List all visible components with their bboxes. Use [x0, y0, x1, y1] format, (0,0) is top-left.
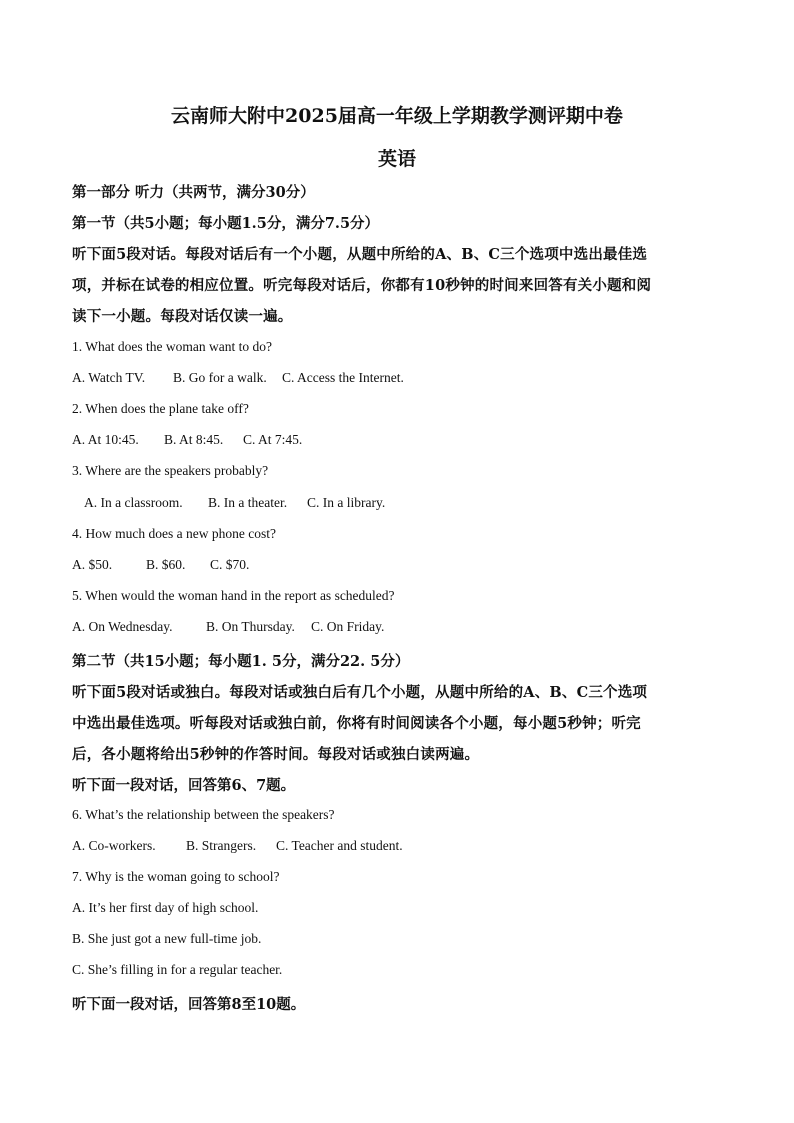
- q3-option-b: B. In a theater.: [208, 495, 288, 510]
- group2-heading: 听下面一段对话，回答第8至10题。: [72, 996, 306, 1013]
- question-7: 7. Why is the woman going to school?: [72, 869, 280, 884]
- exam-title: 云南师大附中2025届高一年级上学期教学测评期中卷: [171, 105, 623, 127]
- section1-instruction-line3: 读下一小题。每段对话仅读一遍。: [72, 308, 293, 325]
- q5-option-b: B. On Thursday.: [206, 619, 295, 634]
- q4-option-b: B. $60.: [146, 557, 186, 572]
- q6-option-a: A. Co-workers.: [72, 838, 156, 853]
- question-3: 3. Where are the speakers probably?: [72, 463, 269, 478]
- question-5: 5. When would the woman hand in the report as scheduled?: [72, 588, 395, 603]
- q7-option-a: A. It’s her first day of high school.: [72, 900, 259, 915]
- q7-option-b: B. She just got a new full-time job.: [72, 931, 262, 946]
- q6-option-c: C. Teacher and student.: [276, 838, 403, 853]
- section2-heading: 第二节（共15小题；每小题1. 5分，满分22. 5分）: [72, 653, 410, 670]
- q4-option-c: C. $70.: [210, 557, 250, 572]
- q2-option-b: B. At 8:45.: [164, 432, 224, 447]
- q5-option-c: C. On Friday.: [311, 619, 385, 634]
- q5-option-a: A. On Wednesday.: [72, 619, 173, 634]
- q1-option-a: A. Watch TV.: [72, 370, 146, 385]
- section2-instruction-line3: 后，各小题将给出5秒钟的作答时间。每段对话或独白读两遍。: [72, 746, 480, 763]
- q2-option-a: A. At 10:45.: [72, 432, 139, 447]
- group1-heading: 听下面一段对话，回答第6、7题。: [72, 777, 296, 794]
- question-6: 6. What’s the relationship between the speakers?: [72, 807, 335, 822]
- question-2: 2. When does the plane take off?: [72, 401, 249, 416]
- section2-instruction-line2: 中选出最佳选项。听每段对话或独白前，你将有时间阅读各个小题，每小题5秒钟；听完: [72, 715, 641, 732]
- q6-option-b: B. Strangers.: [186, 838, 257, 853]
- q2-option-c: C. At 7:45.: [243, 432, 303, 447]
- part1-heading: 第一部分 听力（共两节，满分30分）: [72, 184, 315, 201]
- section2-instruction-line1: 听下面5段对话或独白。每段对话或独白后有几个小题，从题中所给的A、B、C三个选项: [72, 684, 648, 701]
- question-1: 1. What does the woman want to do?: [72, 339, 272, 354]
- q1-option-b: B. Go for a walk.: [173, 370, 267, 385]
- section1-instruction-line1: 听下面5段对话。每段对话后有一个小题，从题中所给的A、B、C三个选项中选出最佳选: [72, 246, 648, 263]
- q4-option-a: A. $50.: [72, 557, 113, 572]
- q1-option-c: C. Access the Internet.: [282, 370, 404, 385]
- section1-instruction-line2: 项，并标在试卷的相应位置。听完每段对话后，你都有10秒钟的时间来回答有关小题和阅: [72, 277, 652, 294]
- question-4: 4. How much does a new phone cost?: [72, 526, 276, 541]
- q3-option-c: C. In a library.: [307, 495, 386, 510]
- q7-option-c: C. She’s filling in for a regular teacher.: [72, 962, 283, 977]
- q3-option-a: A. In a classroom.: [84, 495, 183, 510]
- subject-title: 英语: [377, 148, 416, 170]
- section1-heading: 第一节（共5小题；每小题1.5分，满分7.5分）: [72, 215, 380, 232]
